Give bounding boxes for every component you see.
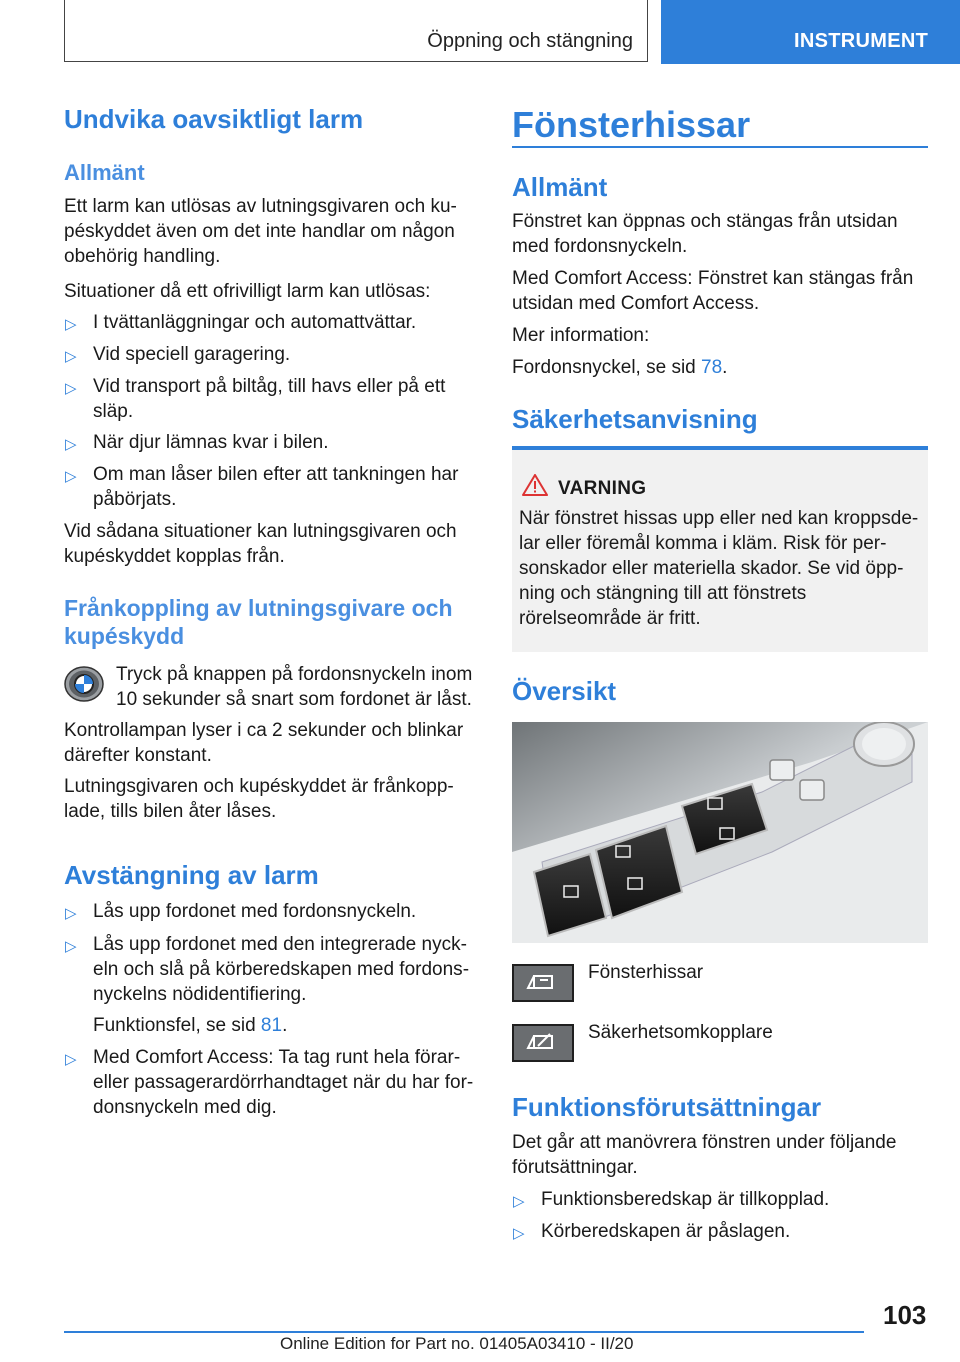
window-lift-icon (512, 964, 574, 1002)
header-chapter-tab (661, 0, 960, 64)
warning-box (512, 446, 928, 652)
page-link-81[interactable]: 81 (260, 1015, 283, 1036)
bullet-triangle-icon: ▷ (65, 436, 77, 453)
paragraph-situations-outro: Vid sådana situationer kan lutningsgivaren och kupéskyddet kopplas från. (64, 521, 457, 567)
page-number: 103 (883, 1300, 927, 1330)
bullet-triangle-icon: ▷ (513, 1225, 525, 1242)
section-title-safety: Säkerhetsanvisning (512, 404, 758, 434)
paragraph-general-right: Fönstret kan öppnas och stängas från utsidan med fordonsnyckeln. (512, 211, 898, 257)
list-item: ▷ Körberedskapen är påslagen. (512, 1219, 928, 1244)
section-title-overview: Översikt (512, 676, 617, 706)
subheading-general-right: Allmänt (512, 172, 608, 202)
warning-text: När fönstret hissas upp eller ned kan kroppsdelar eller föremål komma i kläm. Risk för personskador eller materiella skador. Se vid öppning och stängning till att fönstrets rörelseområde är fritt. (519, 508, 919, 629)
list-item: ▷ Vid transport på biltåg, till havs eller på ett släp. (65, 376, 446, 422)
list-item: ▷ Med Comfort Access: Ta tag runt hela förar- eller passagerardörrhandtaget när du har fordonsnyckeln med dig. (65, 1047, 474, 1118)
list-item: ▷ Funktionsberedskap är tillkopplad. (512, 1187, 928, 1212)
bullet-triangle-icon: ▷ (65, 316, 77, 333)
bmw-key-button-icon (64, 664, 104, 704)
paragraph-disconnect: Tryck på knappen på fordonsnyckeln inom 10 sekunder så snart som fordonet är låst. (116, 664, 473, 710)
footer-rule (64, 1331, 864, 1333)
paragraph-indicator: Kontrollampan lyser i ca 2 sekunder och blinkar därefter konstant. (64, 720, 464, 766)
list-item: ▷ Lås upp fordonet med fordonsnyckeln. (64, 899, 476, 924)
header-section-tab (64, 0, 648, 62)
subheading-disconnect: Frånkoppling av lutningsgivare och kupéskydd (64, 595, 453, 649)
footer-edition: Online Edition for Part no. 01405A03410 - II/20 (280, 1334, 634, 1353)
list-item: ▷ När djur lämnas kvar i bilen. (64, 430, 476, 455)
bullet-triangle-icon: ▷ (65, 1051, 77, 1068)
list-item: ▷ Vid speciell garagering. (64, 342, 476, 367)
paragraph-general: Ett larm kan utlösas av lutningsgivaren och kupéskyddet även om det inte handlar om någon obehörig handling. (64, 196, 457, 267)
header-section-title: Öppning och stängning (427, 30, 633, 52)
paragraph-prerequisites: Det går att manövrera fönstren under följande förutsättningar. (512, 1132, 897, 1178)
section-title-prerequisites: Funktionsförutsättningar (512, 1092, 822, 1122)
section-title-false-alarm: Undvika oavsiktligt larm (64, 104, 364, 134)
bullet-triangle-icon: ▷ (65, 468, 77, 485)
subheading-general: Allmänt (64, 160, 145, 185)
list-item: ▷ Lås upp fordonet med den integrerade nyckeln och slå på körberedskapen med fordonsnyckelns nödidentifiering. (65, 934, 470, 1005)
section-title-alarm-off: Avstängning av larm (64, 860, 319, 890)
title-rule (512, 146, 928, 148)
bullet-triangle-icon: ▷ (65, 380, 77, 397)
list-item: ▷ I tvättanläggningar och automattvättar. (64, 310, 476, 335)
paragraph-disconnected: Lutningsgivaren och kupéskyddet är frånkopplade, tills bilen åter låses. (64, 776, 454, 822)
warning-triangle-icon (522, 474, 548, 496)
legend-label-window-lifts: Fönsterhissar (588, 962, 704, 983)
bullet-triangle-icon: ▷ (65, 905, 77, 922)
paragraph-situations-intro: Situationer då ett ofrivilligt larm kan utlösas: (64, 281, 431, 302)
list-item: ▷ Om man låser bilen efter att tankningen har påbörjats. (65, 464, 459, 510)
bullet-triangle-icon: ▷ (65, 348, 77, 365)
section-title-window-lifts: Fönsterhissar (512, 104, 751, 145)
paragraph-more-info: Mer information: (512, 325, 650, 346)
legend-label-safety-switch: Säkerhetsomkopplare (588, 1022, 773, 1043)
page-link-78[interactable]: 78 (701, 357, 723, 378)
key-reference: Fordonsnyckel, se sid 78. (512, 357, 728, 378)
window-switch-panel-image (512, 722, 928, 943)
paragraph-comfort-access: Med Comfort Access: Fönstret kan stängas från utsidan med Comfort Access. (512, 268, 914, 314)
header-chapter-title: INSTRUMENT (794, 30, 929, 52)
malfunction-reference: Funktionsfel, se sid 81. (93, 1015, 288, 1036)
safety-switch-icon (512, 1024, 574, 1062)
bullet-triangle-icon: ▷ (65, 938, 77, 955)
bullet-triangle-icon: ▷ (513, 1193, 525, 1210)
warning-label: VARNING (558, 478, 647, 499)
